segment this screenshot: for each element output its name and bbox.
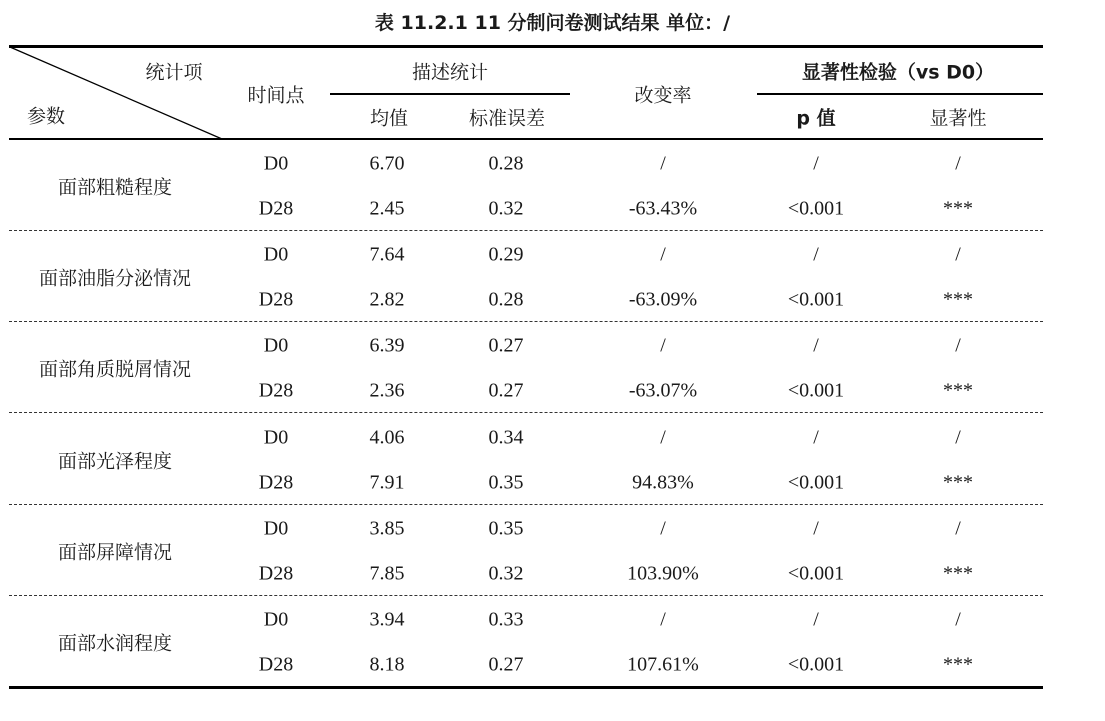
cell-change-rate: /	[660, 426, 666, 449]
header-time-point: 时间点	[247, 84, 305, 107]
cell-significance: /	[955, 608, 961, 631]
cell-significance: /	[955, 243, 961, 266]
cell-std-error: 0.32	[488, 562, 524, 585]
cell-change-rate: /	[660, 334, 666, 357]
cell-time-point: D0	[263, 243, 289, 266]
cell-p-value: <0.001	[787, 288, 845, 311]
cell-p-value: <0.001	[787, 653, 845, 676]
cell-p-value: <0.001	[787, 197, 845, 220]
cell-time-point: D28	[258, 653, 294, 676]
cell-std-error: 0.34	[488, 426, 524, 449]
cell-time-point: D28	[258, 471, 294, 494]
cell-p-value: /	[813, 334, 819, 357]
cell-change-rate: 94.83%	[632, 471, 694, 494]
cell-std-error: 0.32	[488, 197, 524, 220]
cell-change-rate: /	[660, 152, 666, 175]
header-mean: 均值	[369, 107, 409, 130]
cell-significance: /	[955, 517, 961, 540]
cell-mean: 3.94	[369, 608, 405, 631]
corner-header-parameter: 参数	[26, 105, 66, 128]
cell-time-point: D28	[258, 288, 294, 311]
cell-p-value: <0.001	[787, 562, 845, 585]
cell-significance: ***	[943, 197, 973, 220]
cell-change-rate: -63.09%	[628, 288, 698, 311]
descriptive-subheader-rule	[330, 93, 570, 95]
cell-std-error: 0.29	[488, 243, 524, 266]
cell-change-rate: -63.43%	[628, 197, 698, 220]
cell-p-value: <0.001	[787, 379, 845, 402]
table-row-parameter: 面部油脂分泌情况	[38, 267, 192, 290]
cell-significance: /	[955, 334, 961, 357]
cell-p-value: <0.001	[787, 471, 845, 494]
cell-mean: 7.85	[369, 562, 405, 585]
cell-change-rate: -63.07%	[628, 379, 698, 402]
cell-time-point: D0	[263, 517, 289, 540]
table-row-parameter: 面部角质脱屑情况	[38, 358, 192, 381]
corner-header-stat-item: 统计项	[145, 61, 203, 84]
cell-std-error: 0.27	[488, 653, 524, 676]
cell-significance: /	[955, 426, 961, 449]
row-group-separator	[9, 595, 1043, 596]
cell-std-error: 0.28	[488, 288, 524, 311]
cell-p-value: /	[813, 152, 819, 175]
table-bottom-rule	[9, 686, 1043, 689]
cell-p-value: /	[813, 243, 819, 266]
cell-mean: 4.06	[369, 426, 405, 449]
row-group-separator	[9, 321, 1043, 322]
cell-p-value: /	[813, 608, 819, 631]
cell-mean: 3.85	[369, 517, 405, 540]
cell-std-error: 0.28	[488, 152, 524, 175]
cell-significance: ***	[943, 562, 973, 585]
cell-std-error: 0.33	[488, 608, 524, 631]
cell-time-point: D28	[258, 197, 294, 220]
table-row-parameter: 面部光泽程度	[57, 450, 173, 473]
table-row-parameter: 面部屏障情况	[57, 541, 173, 564]
cell-mean: 2.45	[369, 197, 405, 220]
cell-change-rate: /	[660, 608, 666, 631]
cell-time-point: D28	[258, 562, 294, 585]
cell-significance: /	[955, 152, 961, 175]
header-descriptive-stats: 描述统计	[411, 61, 489, 84]
cell-change-rate: 107.61%	[627, 653, 699, 676]
header-change-rate: 改变率	[634, 84, 692, 107]
cell-change-rate: /	[660, 517, 666, 540]
cell-mean: 2.36	[369, 379, 405, 402]
cell-significance: ***	[943, 653, 973, 676]
cell-std-error: 0.35	[488, 517, 524, 540]
cell-time-point: D0	[263, 608, 289, 631]
cell-time-point: D28	[258, 379, 294, 402]
cell-time-point: D0	[263, 426, 289, 449]
cell-change-rate: 103.90%	[627, 562, 699, 585]
cell-mean: 2.82	[369, 288, 405, 311]
table-row-parameter: 面部水润程度	[57, 632, 173, 655]
cell-mean: 8.18	[369, 653, 405, 676]
row-group-separator	[9, 504, 1043, 505]
cell-change-rate: /	[660, 243, 666, 266]
cell-significance: ***	[943, 471, 973, 494]
cell-std-error: 0.27	[488, 334, 524, 357]
header-p-value: p 值	[796, 107, 836, 130]
table-row-parameter: 面部粗糙程度	[57, 176, 173, 199]
cell-significance: ***	[943, 288, 973, 311]
row-group-separator	[9, 230, 1043, 231]
cell-mean: 7.91	[369, 471, 405, 494]
cell-std-error: 0.35	[488, 471, 524, 494]
row-group-separator	[9, 412, 1043, 413]
cell-p-value: /	[813, 426, 819, 449]
cell-std-error: 0.27	[488, 379, 524, 402]
cell-mean: 7.64	[369, 243, 405, 266]
cell-mean: 6.70	[369, 152, 405, 175]
cell-time-point: D0	[263, 152, 289, 175]
header-significance-test: 显著性检验（vs D0）	[801, 61, 995, 84]
header-significance: 显著性	[929, 107, 987, 130]
significance-subheader-rule	[757, 93, 1043, 95]
cell-mean: 6.39	[369, 334, 405, 357]
cell-p-value: /	[813, 517, 819, 540]
cell-significance: ***	[943, 379, 973, 402]
header-std-error: 标准误差	[468, 107, 546, 130]
table-caption: 表 11.2.1 11 分制问卷测试结果 单位：/	[374, 12, 731, 34]
cell-time-point: D0	[263, 334, 289, 357]
